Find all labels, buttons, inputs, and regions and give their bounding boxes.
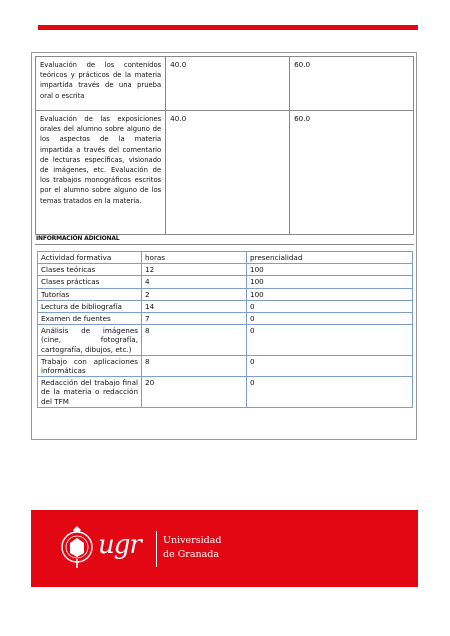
activity-name: Tutorías — [38, 288, 142, 300]
activity-attendance: 100 — [247, 276, 413, 288]
column-header-activity: Actividad formativa — [38, 252, 142, 264]
activity-attendance: 0 — [247, 300, 413, 312]
activity-hours: 12 — [142, 264, 247, 276]
activity-attendance: 0 — [247, 355, 413, 376]
university-name — [163, 534, 221, 562]
table-row — [38, 377, 413, 408]
activity-hours: 20 — [142, 377, 247, 408]
evaluation-min: 40.0 — [166, 57, 290, 111]
header-red-bar — [38, 25, 418, 30]
logo-divider — [156, 531, 157, 567]
university-name-line1: Universidad — [163, 535, 222, 546]
table-header-row — [38, 252, 413, 264]
table-row — [38, 288, 413, 300]
table-row — [38, 264, 413, 276]
activity-hours: 14 — [142, 300, 247, 312]
activity-name: Análisis de imágenes (cine, fotografía, cartografía, dibujos, etc.) — [38, 325, 142, 356]
table-row — [36, 57, 414, 111]
activity-name: Trabajo con aplicaciones informáticas — [38, 355, 142, 376]
activity-name: Clases teóricas — [38, 264, 142, 276]
activity-hours: 2 — [142, 288, 247, 300]
university-name-line2: de Granada — [163, 549, 220, 560]
evaluation-min: 40.0 — [166, 111, 290, 235]
footer-banner — [31, 510, 418, 587]
activity-hours: 4 — [142, 276, 247, 288]
table-row — [38, 325, 413, 356]
activity-attendance: 100 — [247, 264, 413, 276]
table-row — [38, 355, 413, 376]
activity-hours: 7 — [142, 313, 247, 325]
evaluation-description: Evaluación de las exposiciones orales del alumno sobre alguno de los aspectos de la materia impartida a través del comentario de lecturas específicas, visionado de imágenes, etc. Evaluación de los trabajos monográficos escritos por el alumno sobre alguno de los temas tratados en la materia. — [36, 111, 166, 235]
ugr-logo-text: ugr — [98, 530, 141, 560]
evaluation-description: Evaluación de los contenidos teóricos y prácticos de la materia impartida través de una prueba oral o escrita — [36, 57, 166, 111]
activity-attendance: 100 — [247, 288, 413, 300]
activity-attendance: 0 — [247, 377, 413, 408]
evaluation-max: 60.0 — [290, 57, 414, 111]
activity-name: Lectura de bibliografía — [38, 300, 142, 312]
divider — [35, 244, 414, 245]
activity-attendance: 0 — [247, 325, 413, 356]
activity-hours: 8 — [142, 325, 247, 356]
activity-hours: 8 — [142, 355, 247, 376]
column-header-hours: horas — [142, 252, 247, 264]
activities-table — [37, 251, 413, 408]
table-row — [38, 313, 413, 325]
table-row — [38, 300, 413, 312]
evaluation-table — [35, 56, 414, 235]
university-seal-icon — [59, 523, 95, 571]
table-row — [38, 276, 413, 288]
section-title: INFORMACIÓN ADICIONAL — [36, 235, 120, 242]
activity-attendance: 0 — [247, 313, 413, 325]
table-row — [36, 111, 414, 235]
activity-name: Redacción del trabajo final de la materia o redacción del TFM — [38, 377, 142, 408]
evaluation-max: 60.0 — [290, 111, 414, 235]
activity-name: Clases prácticas — [38, 276, 142, 288]
activity-name: Examen de fuentes — [38, 313, 142, 325]
column-header-attendance: presencialidad — [247, 252, 413, 264]
